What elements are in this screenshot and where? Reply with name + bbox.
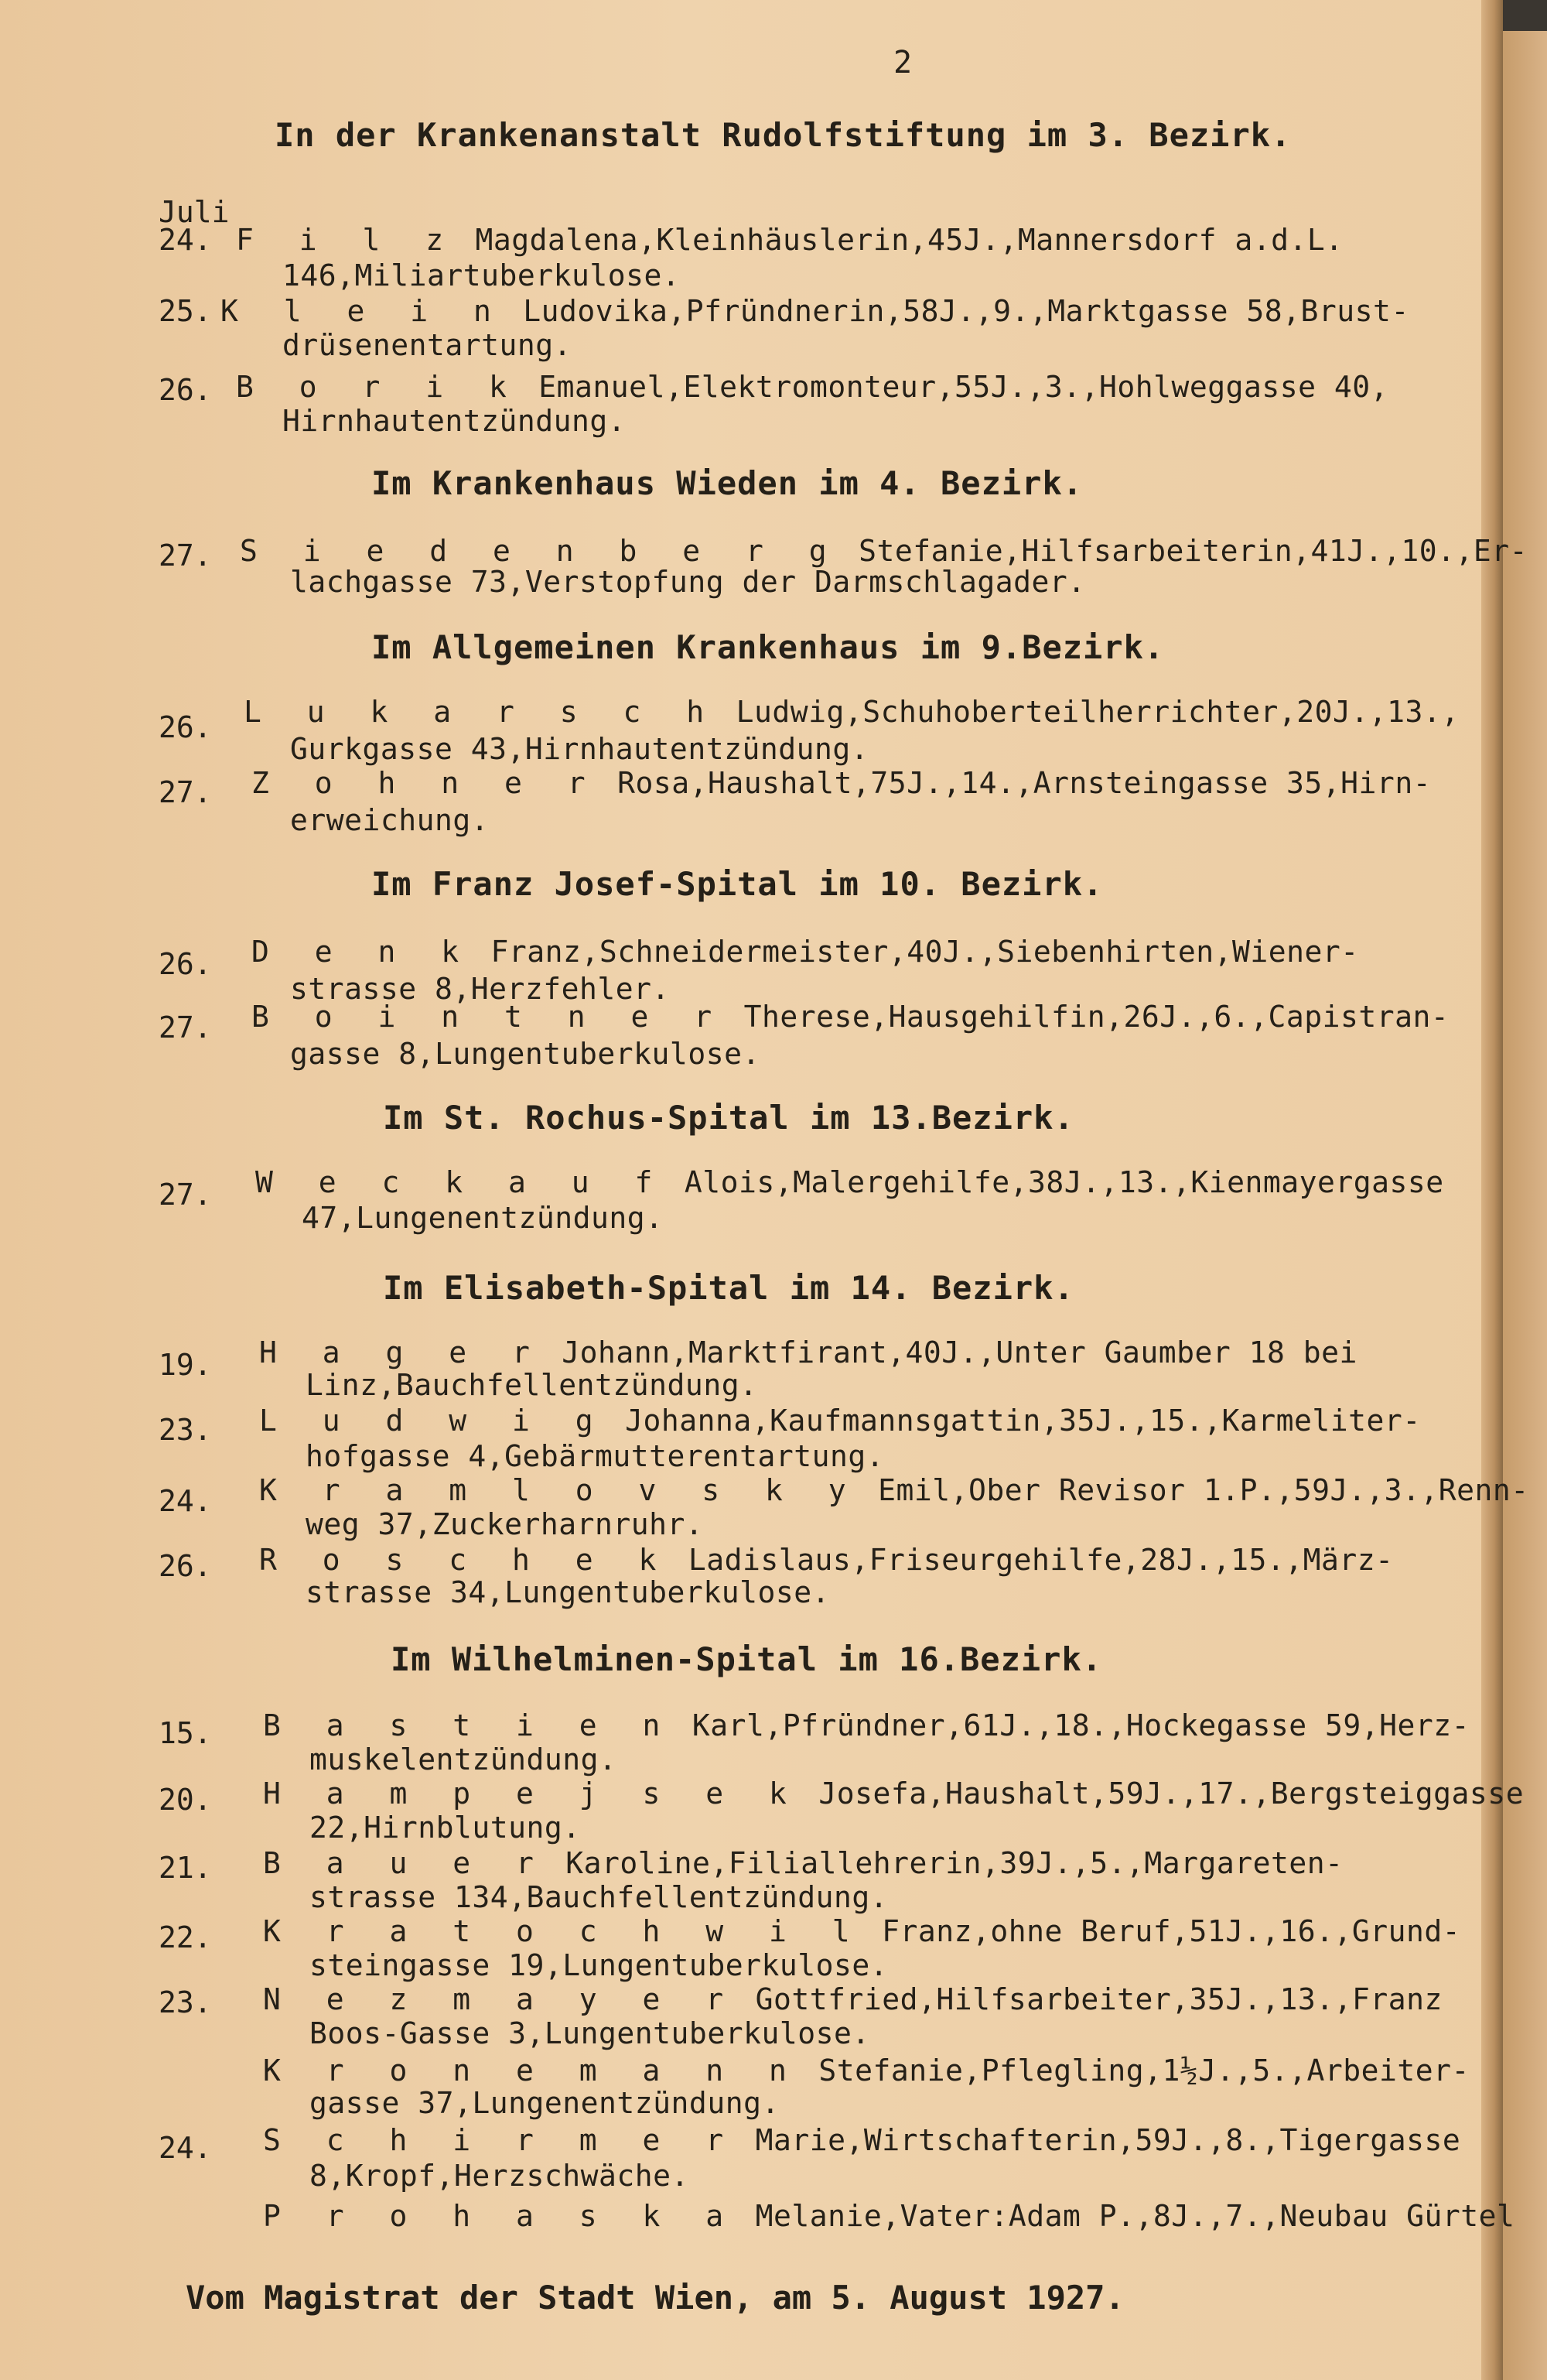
entry-surname: B a s t i e n — [263, 1708, 674, 1742]
entry-date: 22. — [159, 1920, 212, 1954]
entry-continuation: 22,Hirnblutung. — [309, 1811, 581, 1845]
entry-continuation: strasse 8,Herzfehler. — [290, 972, 670, 1006]
entry-date: 20. — [159, 1783, 212, 1817]
entry-line — [220, 294, 1409, 328]
entry-surname: H a m p e j s e k — [263, 1776, 801, 1811]
entry-surname: S c h i r m e r — [263, 2123, 738, 2157]
entry-details: Ladislaus,Friseurgehilfe,28J.,15.,März- — [688, 1543, 1394, 1577]
entry-line — [244, 695, 1460, 729]
entry-date: 24. — [159, 2131, 212, 2165]
entry-surname: S i e d e n b e r g — [240, 534, 841, 568]
entry-line — [263, 2123, 1460, 2157]
entry-line — [263, 1708, 1470, 1742]
entry-date: 19. — [159, 1348, 212, 1382]
entry-details: Rosa,Haushalt,75J.,14.,Arnsteingasse 35,Hirn- — [617, 766, 1432, 800]
entry-continuation: 8,Kropf,Herzschwäche. — [309, 2159, 689, 2193]
entry-details: Emanuel,Elektromonteur,55J.,3.,Hohlweggasse 40, — [538, 370, 1389, 404]
entry-details: Ludovika,Pfründnerin,58J.,9.,Marktgasse 58,Brust- — [523, 294, 1409, 328]
entry-surname: N e z m a y e r — [263, 1982, 738, 2016]
entry-surname: L u d w i g — [259, 1404, 607, 1438]
section-heading: Im Allgemeinen Krankenhaus im 9.Bezirk. — [371, 628, 1165, 666]
section-heading: Im Wilhelminen-Spital im 16.Bezirk. — [391, 1640, 1103, 1678]
entry-date: 21. — [159, 1851, 212, 1885]
entry-line — [259, 1473, 1529, 1507]
adjacent-page-edge — [1503, 0, 1547, 2380]
entry-surname: K l e i n — [220, 294, 505, 328]
entry-surname: B a u e r — [263, 1846, 548, 1880]
entry-details: Ludwig,Schuhoberteilherrichter,20J.,13., — [736, 695, 1460, 729]
entry-date: 27. — [159, 1010, 212, 1045]
entry-date: 15. — [159, 1716, 212, 1750]
entry-date: 23. — [159, 1985, 212, 2019]
entry-line — [259, 1335, 1357, 1370]
entry-details: Josefa,Haushalt,59J.,17.,Bergsteiggasse — [818, 1776, 1525, 1811]
entry-line — [251, 766, 1431, 800]
section-heading: Im Elisabeth-Spital im 14. Bezirk. — [383, 1269, 1074, 1307]
entry-date: 26. — [159, 373, 212, 407]
entry-surname: Z o h n e r — [251, 766, 599, 800]
month-label: Juli — [159, 195, 230, 229]
entry-details: Emil,Ober Revisor 1.P.,59J.,3.,Renn- — [878, 1473, 1529, 1507]
entry-line — [251, 1000, 1449, 1034]
entry-continuation: gasse 37,Lungenentzündung. — [309, 2086, 780, 2120]
entry-details: Gottfried,Hilfsarbeiter,35J.,13.,Franz — [755, 1982, 1443, 2016]
entry-date: 25. — [159, 294, 212, 328]
entry-surname: L u k a r s c h — [244, 695, 719, 729]
page-fold-shadow — [1481, 0, 1503, 2380]
entry-details: Melanie,Vater:Adam P.,8J.,7.,Neubau Gürtel — [755, 2199, 1515, 2233]
entry-surname: F i l z — [236, 223, 458, 257]
entry-line — [263, 1846, 1344, 1880]
entry-line — [263, 1914, 1460, 1948]
entry-details: Johann,Marktfirant,40J.,Unter Gaumber 18 bei — [562, 1335, 1357, 1370]
entry-date: 23. — [159, 1413, 212, 1447]
entry-line — [251, 935, 1359, 969]
page-number: 2 — [893, 45, 913, 80]
entry-details: Marie,Wirtschafterin,59J.,8.,Tigergasse — [755, 2123, 1461, 2157]
entry-date: 27. — [159, 1178, 212, 1212]
entry-surname: R o s c h e k — [259, 1543, 671, 1577]
entry-continuation: gasse 8,Lungentuberkulose. — [290, 1037, 760, 1071]
entry-details: Franz,Schneidermeister,40J.,Siebenhirten,Wiener- — [490, 935, 1359, 969]
entry-details: Stefanie,Pflegling,1½J.,5.,Arbeiter- — [818, 2053, 1470, 2088]
entry-date: 27. — [159, 539, 212, 573]
entry-date: 26. — [159, 1549, 212, 1583]
entry-line — [263, 2053, 1470, 2088]
entry-line — [236, 223, 1344, 257]
entry-details: Therese,Hausgehilfin,26J.,6.,Capistran- — [743, 1000, 1450, 1034]
entry-surname: D e n k — [251, 935, 473, 969]
entry-continuation: erweichung. — [290, 803, 490, 837]
document-footer: Vom Magistrat der Stadt Wien, am 5. August 1927. — [186, 2279, 1125, 2317]
entry-continuation: hofgasse 4,Gebärmutterentartung. — [306, 1439, 885, 1473]
entry-continuation: Gurkgasse 43,Hirnhautentzündung. — [290, 732, 869, 766]
entry-line — [259, 1543, 1394, 1577]
entry-line — [263, 1776, 1524, 1811]
entry-date: 24. — [159, 1484, 212, 1518]
entry-continuation: lachgasse 73,Verstopfung der Darmschlagader. — [290, 565, 1086, 599]
entry-details: Magdalena,Kleinhäuslerin,45J.,Mannersdorf a.d.L. — [475, 223, 1344, 257]
entry-line — [263, 1982, 1443, 2016]
entry-details: Franz,ohne Beruf,51J.,16.,Grund- — [882, 1914, 1461, 1948]
entry-continuation: Linz,Bauchfellentzündung. — [306, 1368, 758, 1402]
entry-continuation: 146,Miliartuberkulose. — [282, 258, 681, 292]
entry-surname: P r o h a s k a — [263, 2199, 738, 2233]
entry-continuation: Boos-Gasse 3,Lungentuberkulose. — [309, 2016, 870, 2050]
entry-details: Stefanie,Hilfsarbeiterin,41J.,10.,Er- — [859, 534, 1528, 568]
entry-surname: K r a m l o v s k y — [259, 1473, 860, 1507]
entry-details: Karl,Pfründner,61J.,18.,Hockegasse 59,Herz- — [692, 1708, 1470, 1742]
entry-surname: H a g e r — [259, 1335, 544, 1370]
entry-line — [259, 1404, 1421, 1438]
entry-surname: K r o n e m a n n — [263, 2053, 801, 2088]
entry-date: 24. — [159, 223, 212, 257]
entry-continuation: 47,Lungenentzündung. — [302, 1201, 664, 1235]
entry-line — [255, 1165, 1444, 1199]
entry-surname: B o i n t n e r — [251, 1000, 726, 1034]
entry-line — [263, 2199, 1515, 2233]
entry-continuation: steingasse 19,Lungentuberkulose. — [309, 1948, 889, 1982]
entry-line — [240, 534, 1528, 568]
entry-continuation: muskelentzündung. — [309, 1742, 617, 1776]
section-heading: Im Krankenhaus Wieden im 4. Bezirk. — [371, 464, 1084, 502]
section-heading: Im Franz Josef-Spital im 10. Bezirk. — [371, 865, 1104, 903]
entry-details: Johanna,Kaufmannsgattin,35J.,15.,Karmeliter- — [625, 1404, 1421, 1438]
entry-date: 26. — [159, 947, 212, 981]
entry-date: 26. — [159, 710, 212, 744]
entry-date: 27. — [159, 775, 212, 809]
entry-surname: K r a t o c h w i l — [263, 1914, 864, 1948]
entry-details: Karoline,Filiallehrerin,39J.,5.,Margareten- — [565, 1846, 1344, 1880]
entry-continuation: strasse 134,Bauchfellentzündung. — [309, 1880, 889, 1914]
binding-edge — [1503, 0, 1547, 31]
entry-continuation: strasse 34,Lungentuberkulose. — [306, 1575, 830, 1609]
section-heading: In der Krankenanstalt Rudolfstiftung im 3. Bezirk. — [275, 116, 1292, 154]
entry-line — [236, 370, 1388, 404]
entry-details: Alois,Malergehilfe,38J.,13.,Kienmayergasse — [684, 1165, 1444, 1199]
entry-surname: W e c k a u f — [255, 1165, 667, 1199]
entry-continuation: weg 37,Zuckerharnruhr. — [306, 1507, 704, 1541]
entry-surname: B o r i k — [236, 370, 521, 404]
entry-continuation: Hirnhautentzündung. — [282, 404, 627, 438]
entry-continuation: drüsenentartung. — [282, 328, 572, 362]
section-heading: Im St. Rochus-Spital im 13.Bezirk. — [383, 1099, 1074, 1137]
